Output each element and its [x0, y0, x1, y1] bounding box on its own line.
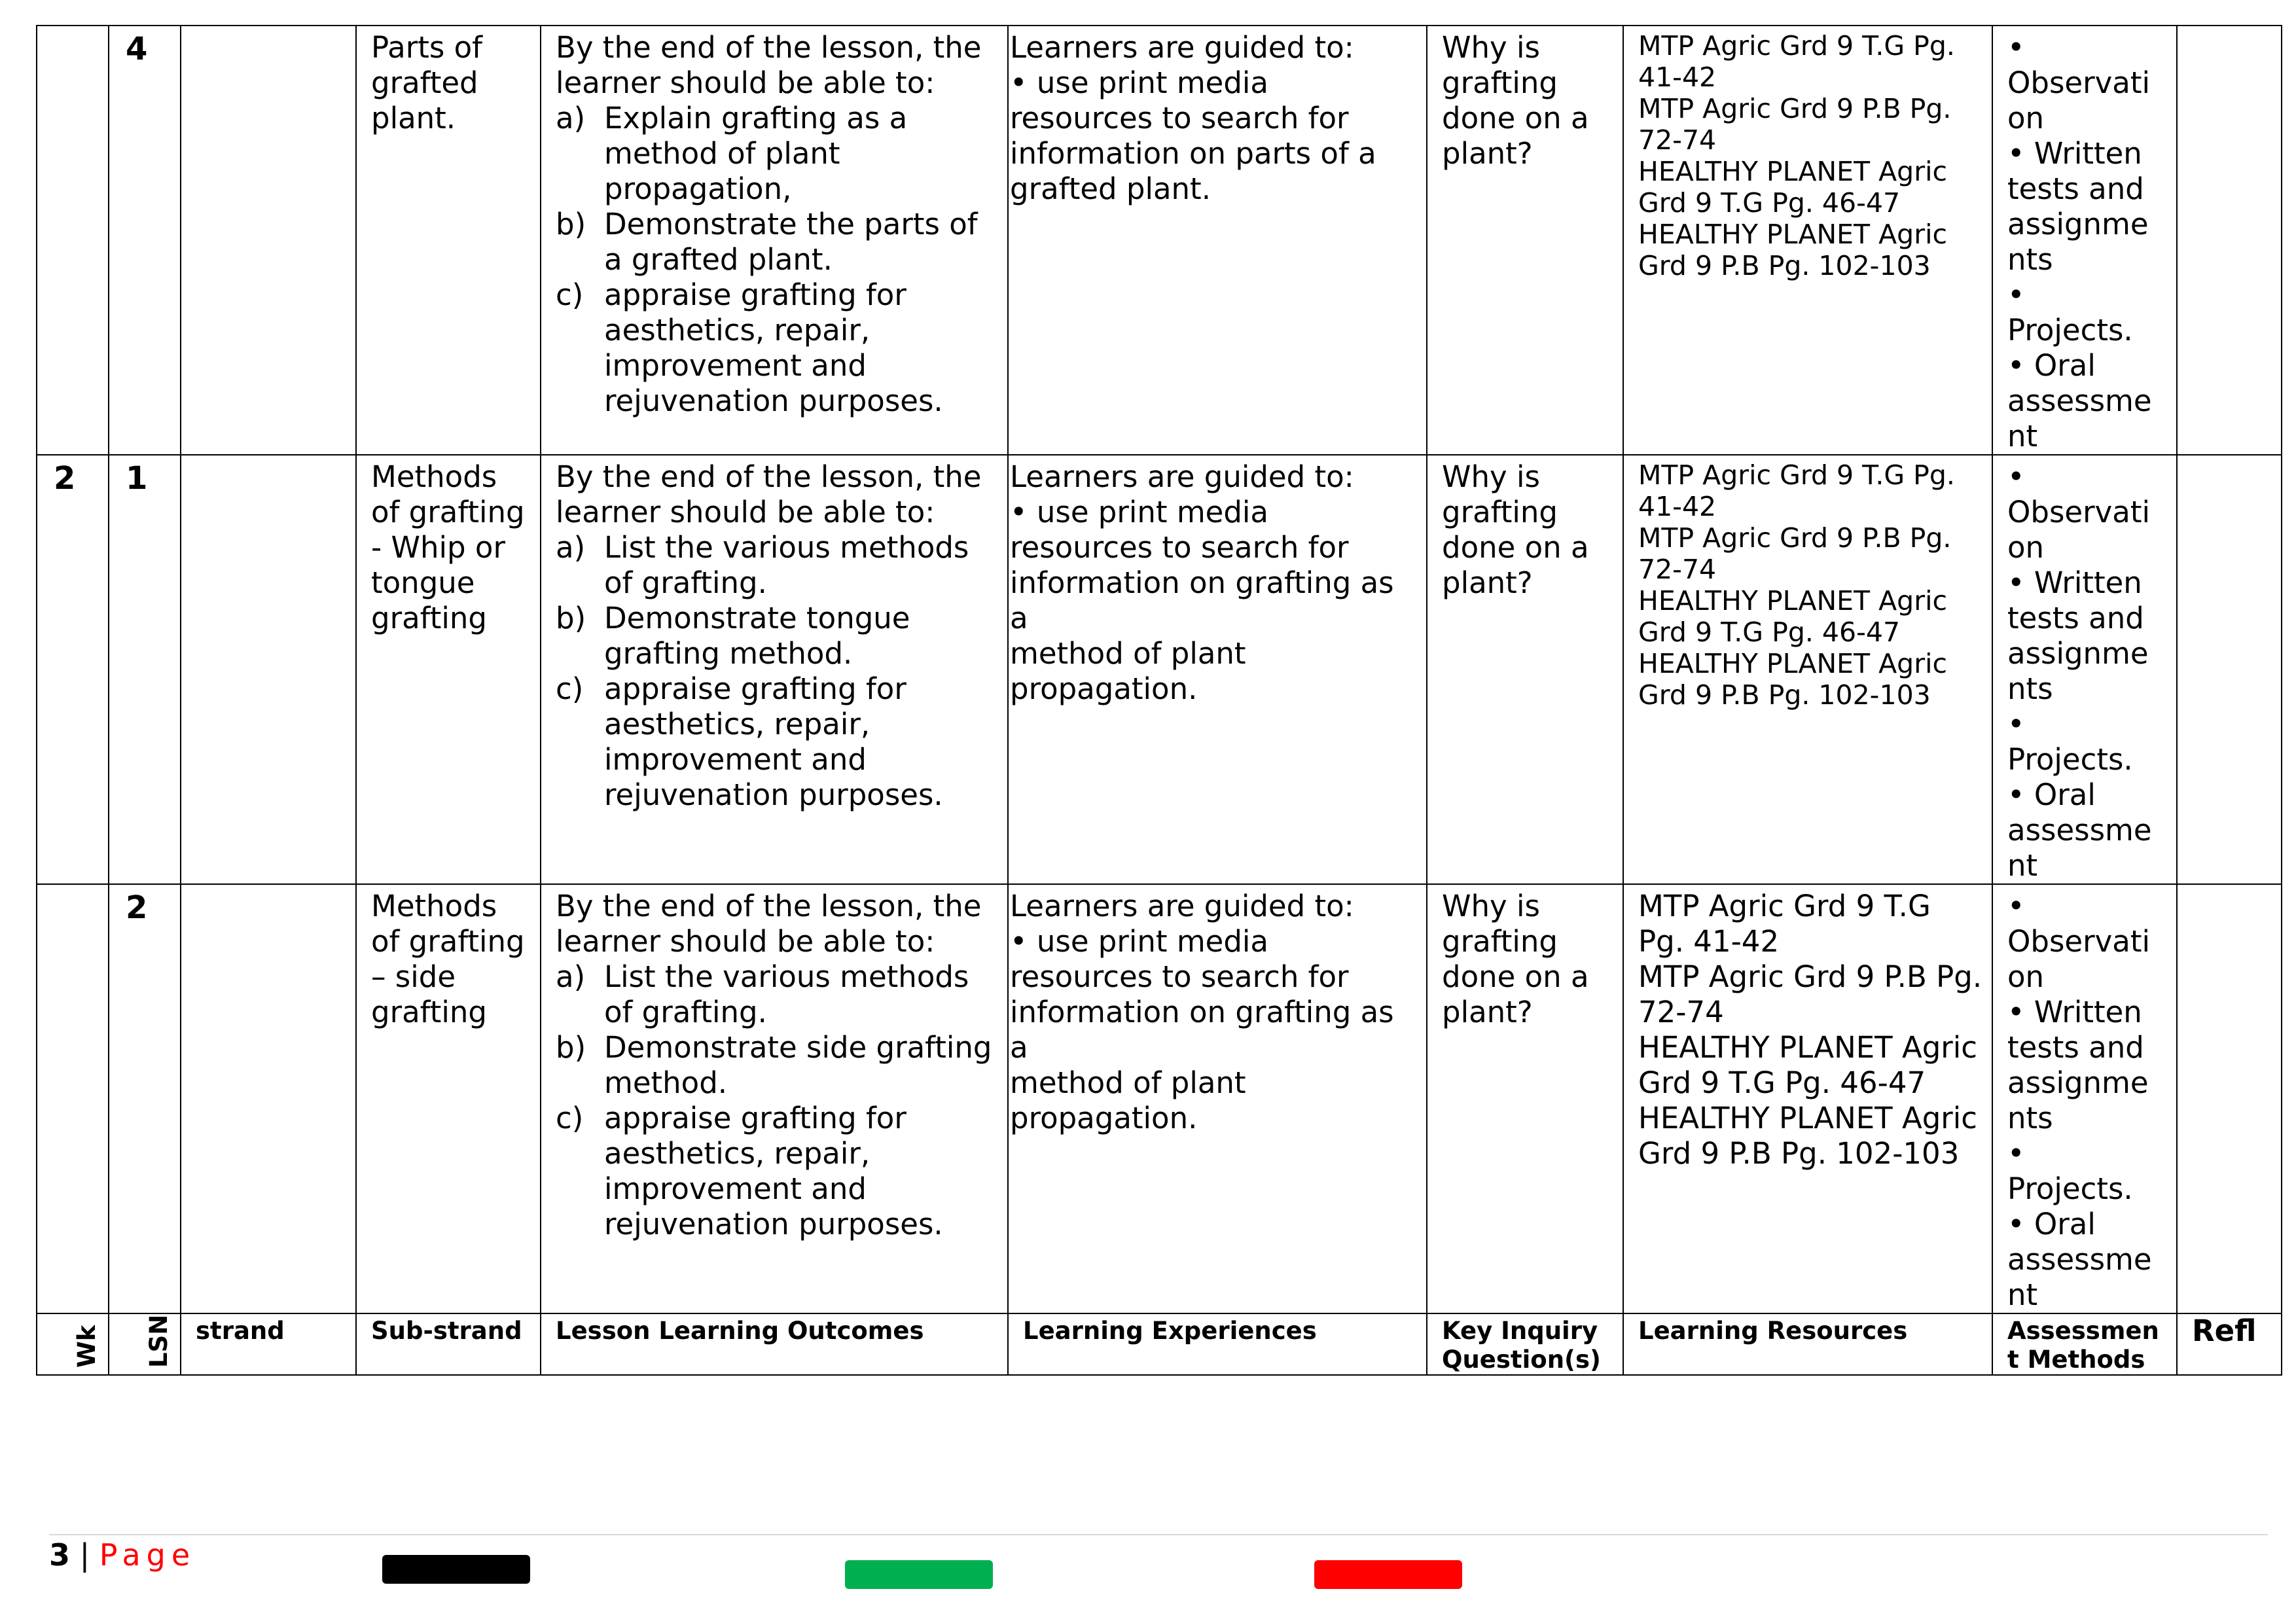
cell-experiences: Learners are guided to: • use print media resources to search for information on grafting as a method of plant propagation.	[1008, 884, 1427, 1313]
outcome-item	[556, 530, 1001, 601]
outcome-marker: c)	[556, 671, 584, 706]
outcome-text: appraise grafting for aesthetics, repair, improvement and rejuvenation purposes.	[604, 277, 943, 418]
cell-inquiry: Why is grafting done on a plant?	[1427, 884, 1623, 1313]
cell-assessment: • Observati on • Written tests and assignme nts • Projects. • Oral assessme nt	[1992, 884, 2177, 1313]
outcome-text: Explain grafting as a method of plant propagation,	[604, 101, 908, 206]
column-header-row	[37, 1313, 2282, 1375]
cell-assessment: • Observati on • Written tests and assignme nts • Projects. • Oral assessme nt	[1992, 26, 2177, 455]
outcome-marker: c)	[556, 277, 584, 312]
cell-experiences: Learners are guided to: • use print media resources to search for information on grafting as a method of plant propagation.	[1008, 455, 1427, 884]
outcomes-intro: By the end of the lesson, the learner should be able to:	[556, 889, 982, 959]
outcome-text: Demonstrate side grafting method.	[604, 1030, 992, 1100]
outcome-item	[556, 601, 1001, 671]
cell-reflection	[2177, 884, 2282, 1313]
cell-substrand: Methods of grafting – side grafting	[356, 884, 541, 1313]
cell-wk	[37, 884, 109, 1313]
scheme-of-work-table	[36, 25, 2282, 1376]
outcome-text: List the various methods of grafting.	[604, 530, 969, 600]
outcome-item	[556, 101, 1001, 207]
outcome-text: List the various methods of grafting.	[604, 959, 969, 1029]
cell-outcomes	[541, 26, 1008, 455]
outcome-marker: a)	[556, 530, 586, 565]
outcomes-list	[556, 101, 1001, 419]
cell-assessment: • Observati on • Written tests and assignme nts • Projects. • Oral assessme nt	[1992, 455, 2177, 884]
header-outcomes: Lesson Learning Outcomes	[541, 1313, 1008, 1375]
outcome-text: Demonstrate tongue grafting method.	[604, 601, 910, 671]
cell-strand	[181, 26, 356, 455]
footer-green-bar	[845, 1560, 993, 1589]
footer-divider	[49, 1534, 2268, 1535]
cell-experiences: Learners are guided to: • use print media resources to search for information on parts of a grafted plant.	[1008, 26, 1427, 455]
outcome-marker: b)	[556, 1030, 586, 1065]
cell-lsn: 4	[109, 26, 181, 455]
cell-wk: 2	[37, 455, 109, 884]
header-assessment: Assessmen t Methods	[1992, 1313, 2177, 1375]
cell-reflection	[2177, 455, 2282, 884]
cell-outcomes	[541, 455, 1008, 884]
footer-black-bar	[382, 1555, 530, 1584]
outcome-item	[556, 671, 1001, 813]
cell-wk	[37, 26, 109, 455]
cell-inquiry: Why is grafting done on a plant?	[1427, 26, 1623, 455]
outcome-item	[556, 207, 1001, 277]
header-substrand: Sub-strand	[356, 1313, 541, 1375]
outcome-marker: b)	[556, 207, 586, 241]
outcome-marker: c)	[556, 1101, 584, 1135]
cell-substrand: Methods of grafting - Whip or tongue grafting	[356, 455, 541, 884]
footer-red-bar	[1314, 1560, 1462, 1589]
header-wk: Wk	[37, 1313, 109, 1375]
cell-lsn: 2	[109, 884, 181, 1313]
table-row	[37, 455, 2282, 884]
outcome-item	[556, 1101, 1001, 1242]
cell-inquiry: Why is grafting done on a plant?	[1427, 455, 1623, 884]
cell-reflection	[2177, 26, 2282, 455]
cell-resources: MTP Agric Grd 9 T.G Pg. 41-42 MTP Agric Grd 9 P.B Pg. 72-74 HEALTHY PLANET Agric Grd 9 T.G Pg. 46-47 HEALTHY PLANET Agric Grd 9 P.B Pg. 102-103	[1623, 884, 1992, 1313]
outcome-text: appraise grafting for aesthetics, repair, improvement and rejuvenation purposes.	[604, 671, 943, 812]
header-reflection: Refl	[2177, 1313, 2282, 1375]
cell-lsn: 1	[109, 455, 181, 884]
cell-strand	[181, 455, 356, 884]
outcomes-intro: By the end of the lesson, the learner should be able to:	[556, 459, 982, 529]
outcome-item	[556, 277, 1001, 419]
outcome-marker: a)	[556, 959, 586, 994]
cell-substrand: Parts of grafted plant.	[356, 26, 541, 455]
header-experiences: Learning Experiences	[1008, 1313, 1427, 1375]
header-lsn: LSN	[109, 1313, 181, 1375]
cell-resources: MTP Agric Grd 9 T.G Pg. 41-42 MTP Agric Grd 9 P.B Pg. 72-74 HEALTHY PLANET Agric Grd 9 T.G Pg. 46-47 HEALTHY PLANET Agric Grd 9 P.B Pg. 102-103	[1623, 455, 1992, 884]
outcome-text: Demonstrate the parts of a grafted plant.	[604, 207, 978, 277]
outcomes-intro: By the end of the lesson, the learner should be able to:	[556, 30, 982, 100]
outcome-marker: b)	[556, 601, 586, 635]
footer-page-number: 3 | Page	[49, 1537, 196, 1573]
table-row	[37, 26, 2282, 455]
cell-resources: MTP Agric Grd 9 T.G Pg. 41-42 MTP Agric Grd 9 P.B Pg. 72-74 HEALTHY PLANET Agric Grd 9 T.G Pg. 46-47 HEALTHY PLANET Agric Grd 9 P.B Pg. 102-103	[1623, 26, 1992, 455]
header-inquiry: Key Inquiry Question(s)	[1427, 1313, 1623, 1375]
outcome-item	[556, 959, 1001, 1030]
outcome-text: appraise grafting for aesthetics, repair, improvement and rejuvenation purposes.	[604, 1101, 943, 1241]
table-row	[37, 884, 2282, 1313]
cell-outcomes	[541, 884, 1008, 1313]
header-strand: strand	[181, 1313, 356, 1375]
outcomes-list	[556, 959, 1001, 1242]
outcomes-list	[556, 530, 1001, 813]
cell-strand	[181, 884, 356, 1313]
outcome-item	[556, 1030, 1001, 1101]
header-resources: Learning Resources	[1623, 1313, 1992, 1375]
outcome-marker: a)	[556, 101, 586, 135]
